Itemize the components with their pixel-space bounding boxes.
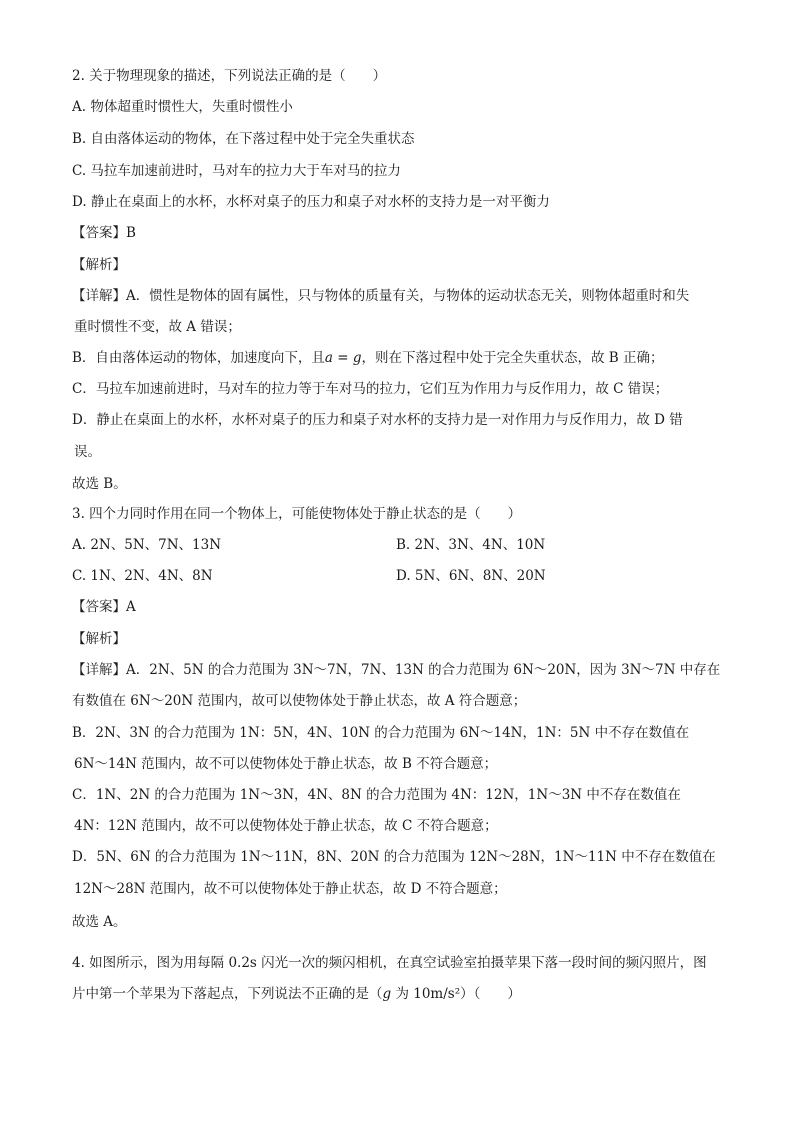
q3-detail-line-1: 【详解】A．2N、5N 的合力范围为 3N～7N，7N、13N 的合力范围为 6N～20N，因为 3N～7N 中存在 — [72, 662, 721, 678]
q2-detail-line-2: 重时惯性不变，故 A 错误； — [74, 319, 241, 335]
q2-option-b: B. 自由落体运动的物体，在下落过程中处于完全失重状态 — [72, 131, 415, 147]
q2-option-d: D. 静止在桌面上的水杯，水杯对桌子的压力和桌子对水杯的支持力是一对平衡力 — [72, 194, 550, 210]
q3-detail-line-4: 6N～14N 范围内，故不可以使物体处于静止状态，故 B 不符合题意； — [74, 756, 498, 772]
q2-stem: 2. 关于物理现象的描述，下列说法正确的是（ ） — [72, 68, 387, 84]
q2-analysis-title: 【解析】 — [72, 257, 126, 273]
q4-stem-line-2 — [72, 985, 521, 1003]
q2-conclusion: 故选 B。 — [72, 476, 127, 492]
q2-detail-line-1: 【详解】A．惯性是物体的固有属性，只与物体的质量有关，与物体的运动状态无关，则物体超重时和失 — [72, 288, 690, 304]
q3-option-c: C. 1N、2N、4N、8N — [72, 568, 213, 584]
q3-detail-line-2: 有数值在 6N～20N 范围内，故可以使物体处于静止状态，故 A 符合题意； — [72, 693, 527, 709]
formula-a-equals-g: a = g — [324, 350, 362, 366]
q2-detail-line-4: C．马拉车加速前进时，马对车的拉力等于车对马的拉力，它们互为作用力与反作用力，故 C 错误； — [72, 381, 669, 397]
q3-detail-line-8: 12N～28N 范围内，故不可以使物体处于静止状态，故 D 不符合题意； — [74, 881, 507, 897]
q4-stem-line-1: 4. 如图所示，图为用每隔 0.2s 闪光一次的频闪相机，在真空试验室拍摄苹果下落一段时间的频闪照片，图 — [72, 955, 707, 971]
q3-detail-line-7: D．5N、6N 的合力范围为 1N～11N，8N、20N 的合力范围为 12N～28N，1N～11N 中不存在数值在 — [72, 849, 716, 865]
q3-analysis-title: 【解析】 — [72, 631, 126, 647]
q3-conclusion: 故选 A。 — [72, 914, 127, 930]
q3-option-b: B. 2N、3N、4N、10N — [396, 537, 546, 553]
q4-stem-text-a: 片中第一个苹果为下落起点，下列说法不正确的是（ — [72, 986, 383, 1002]
symbol-g: g — [382, 986, 392, 1002]
q2-answer: 【答案】B — [72, 225, 136, 241]
q2-detail-line-6: 误。 — [74, 444, 101, 460]
q3-stem: 3. 四个力同时作用在同一个物体上，可能使物体处于静止状态的是（ ） — [72, 506, 522, 522]
q4-stem-text-b: 为 10m/s²）（ ） — [391, 986, 521, 1002]
q3-detail-line-6: 4N：12N 范围内，故不可以使物体处于静止状态，故 C 不符合题意； — [74, 818, 498, 834]
q3-answer: 【答案】A — [72, 599, 136, 615]
q2-detail-line-3 — [72, 349, 664, 367]
q3-option-d: D. 5N、6N、8N、20N — [396, 568, 546, 584]
q2-option-a: A. 物体超重时惯性大，失重时惯性小 — [72, 99, 293, 115]
q2-detail-b-text-b: ，则在下落过程中处于完全失重状态，故 B 正确； — [361, 350, 664, 366]
q3-detail-line-5: C．1N、2N 的合力范围为 1N～3N，4N、8N 的合力范围为 4N：12N，1N～3N 中不存在数值在 — [72, 787, 681, 803]
q2-detail-line-5: D．静止在桌面上的水杯，水杯对桌子的压力和桌子对水杯的支持力是一对作用力与反作用力，故 D 错 — [72, 412, 683, 428]
q3-detail-line-3: B．2N、3N 的合力范围为 1N：5N，4N、10N 的合力范围为 6N～14N，1N：5N 中不存在数值在 — [72, 725, 690, 741]
q2-option-c: C. 马拉车加速前进时，马对车的拉力大于车对马的拉力 — [72, 163, 401, 179]
q2-detail-b-text-a: B．自由落体运动的物体，加速度向下，且 — [72, 350, 325, 366]
q3-option-a: A. 2N、5N、7N、13N — [72, 537, 222, 553]
